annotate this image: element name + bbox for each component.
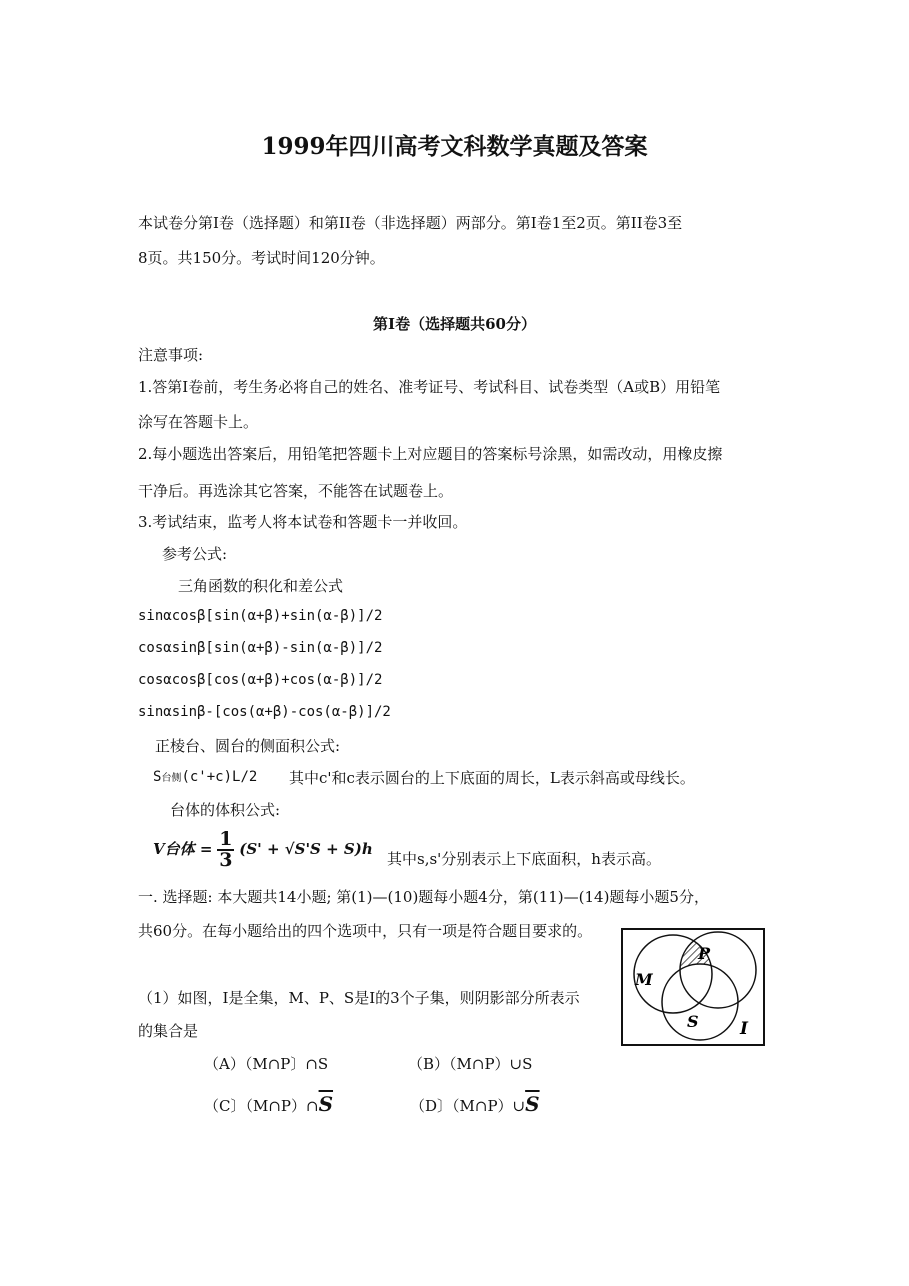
option-c-complement-s: $\overline{S}$ (318, 1092, 334, 1116)
note-1b: 涂写在答题卡上。 (138, 413, 259, 431)
option-d[interactable] (410, 1092, 540, 1116)
trig-formula-4: sinαsinβ-[cos(α+β)-cos(α-β)]/2 (138, 704, 391, 720)
note-2a: 2.每小题选出答案后，用铅笔把答题卡上对应题目的答案标号涂黑，如需改动，用橡皮擦 (138, 445, 723, 463)
label-m: M (635, 970, 653, 989)
trig-formula-3: cosαcosβ[cos(α+β)+cos(α-β)]/2 (138, 672, 383, 688)
note-2b: 干净后。再选涂其它答案，不能答在试题卷上。 (138, 482, 454, 500)
part1-line-2: 共60分。在每小题给出的四个选项中，只有一项是符合题目要求的。 (138, 922, 593, 940)
trig-formula-1: sinαcosβ[sin(α+β)+sin(α-β)]/2 (138, 608, 383, 624)
lateral-area-description: 其中c'和c表示圆台的上下底面的周长，L表示斜高或母线长。 (289, 769, 695, 787)
s-symbol: S (153, 769, 162, 785)
question1-stem-2: 的集合是 (138, 1022, 199, 1040)
label-s: S (687, 1012, 699, 1031)
trig-heading: 三角函数的积化和差公式 (178, 577, 344, 595)
label-p: P (698, 944, 711, 963)
section-title: 第Ⅰ卷（选择题共60分） (373, 315, 536, 333)
volume-lhs: V台体 = (153, 840, 213, 858)
note-1a: 1.答第Ⅰ卷前，考生务必将自己的姓名、准考证号、考试科目、试卷类型（A或B）用铅笔 (138, 378, 721, 396)
circle-p (680, 932, 756, 1008)
trig-formula-2: cosαsinβ[sin(α+β)-sin(α-β)]/2 (138, 640, 383, 656)
volume-description: 其中s,s'分别表示上下底面积，h表示高。 (387, 850, 661, 868)
volume-rhs: (S' + √S'S + S)h (239, 840, 373, 858)
frustum-heading: 正棱台、圆台的侧面积公式: (155, 737, 341, 755)
reference-heading: 参考公式: (162, 545, 228, 563)
intro-line-1: 本试卷分第Ⅰ卷（选择题）和第II卷（非选择题）两部分。第Ⅰ卷1至2页。第II卷3至 (138, 214, 683, 232)
label-i: I (740, 1019, 748, 1039)
question1-stem-1: （1）如图，I是全集，M、P、S是I的3个子集，则阴影部分所表示 (138, 989, 580, 1007)
s-subscript: 台侧 (161, 773, 182, 784)
option-d-complement-s: $\overline{S}$ (525, 1092, 540, 1116)
option-a[interactable]: （A）（M∩P〕∩S (204, 1055, 329, 1073)
one-third-fraction: $\frac{1}{3}$ (219, 828, 233, 871)
notes-heading: 注意事项: (138, 346, 204, 364)
option-c[interactable] (204, 1092, 333, 1116)
lateral-area-formula (153, 767, 257, 785)
venn-diagram (620, 927, 766, 1047)
part1-line-1: 一. 选择题: 本大题共14小题; 第(1)—(10)题每小题4分，第(11)—(14)题每小题5分， (138, 888, 709, 906)
s-formula: (c'+c)L/2 (181, 769, 258, 785)
intro-line-2: 8页。共150分。考试时间120分钟。 (138, 249, 385, 267)
option-d-text: （D〕（M∩P）∪ (410, 1097, 526, 1115)
page-title: 1999年四川高考文科数学真题及答案 (261, 133, 648, 160)
note-3: 3.考试结束，监考人将本试卷和答题卡一并收回。 (138, 513, 468, 531)
volume-heading: 台体的体积公式: (170, 801, 281, 819)
volume-formula (153, 830, 373, 870)
option-b[interactable]: （B）（M∩P）∪S (408, 1055, 533, 1073)
option-c-text: （C〕（M∩P）∩ (204, 1097, 319, 1115)
